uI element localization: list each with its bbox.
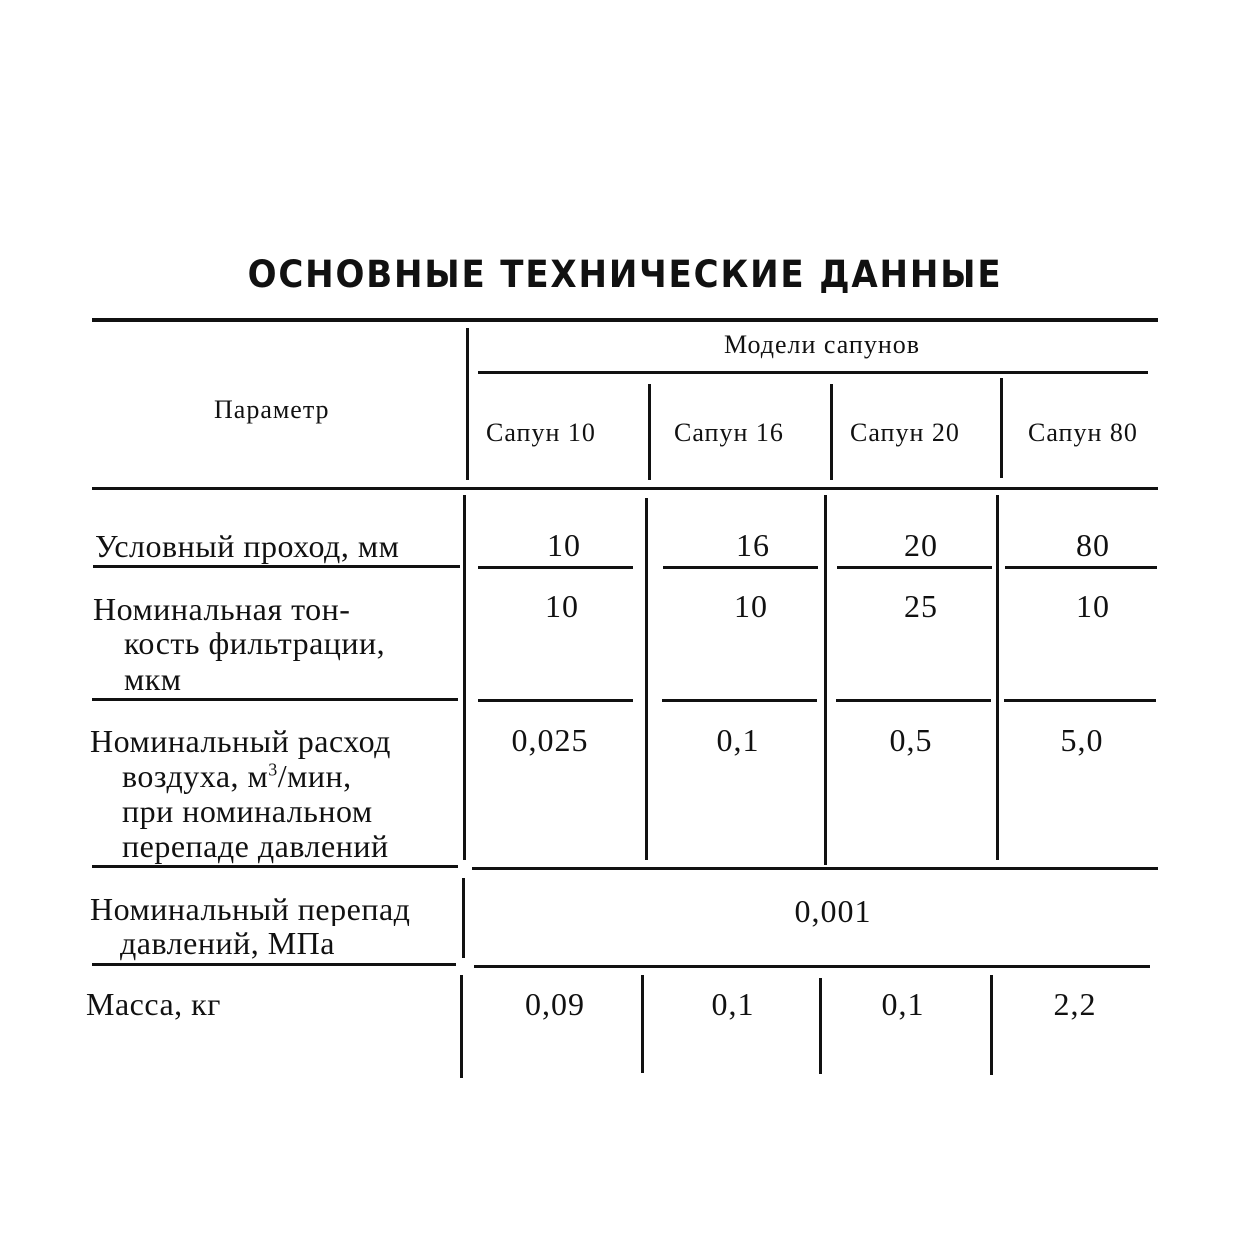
row-rule <box>662 699 817 702</box>
header-divider <box>648 384 651 480</box>
value-cell: 10 <box>1076 588 1110 624</box>
param-cell: при номинальном <box>122 793 373 829</box>
row-rule <box>93 565 460 568</box>
value-cell: 20 <box>904 527 938 563</box>
row-rule <box>92 963 456 966</box>
row-rule <box>478 566 633 569</box>
param-cell: Номинальный перепад <box>90 892 411 926</box>
superscript: 3 <box>268 759 278 780</box>
param-cell: кость фильтрации, <box>124 625 386 661</box>
header-divider <box>1000 378 1003 478</box>
value-cell: 0,1 <box>711 986 755 1022</box>
header-bottom-rule <box>92 487 1158 490</box>
param-text: /мин, <box>277 758 352 794</box>
models-group-header: Модели сапунов <box>724 330 921 359</box>
param-cell <box>122 759 352 793</box>
value-cell: 80 <box>1076 527 1110 563</box>
model-header: Сапун 80 <box>1028 418 1138 447</box>
row-rule <box>92 865 458 868</box>
row-rule <box>474 965 1150 968</box>
value-cell: 0,025 <box>511 722 589 758</box>
header-divider <box>466 328 469 480</box>
param-text: воздуха, м <box>122 758 269 794</box>
value-cell: 0,1 <box>716 722 760 758</box>
body-divider <box>463 495 466 860</box>
value-cell: 10 <box>734 588 768 624</box>
param-header: Параметр <box>214 395 330 424</box>
row-rule <box>663 566 818 569</box>
value-cell: 5,0 <box>1060 722 1104 758</box>
row-rule <box>837 566 992 569</box>
param-cell: Условный проход, мм <box>95 528 400 564</box>
body-divider <box>460 975 463 1078</box>
param-cell: Номинальный расход <box>90 723 391 759</box>
model-header: Сапун 10 <box>486 418 596 447</box>
row-rule <box>836 699 991 702</box>
param-cell: Номинальная тон- <box>93 591 351 627</box>
row-rule <box>1005 566 1157 569</box>
page-title: ОСНОВНЫЕ ТЕХНИЧЕСКИЕ ДАННЫЕ <box>247 253 1003 296</box>
value-cell: 25 <box>904 588 938 624</box>
table-top-rule <box>92 318 1158 322</box>
value-cell: 0,1 <box>881 986 925 1022</box>
row-rule <box>472 867 1158 870</box>
param-cell: давлений, МПа <box>120 925 335 961</box>
row-rule <box>1004 699 1156 702</box>
value-cell: 10 <box>547 527 581 563</box>
value-cell: 0,5 <box>889 722 933 758</box>
model-header: Сапун 16 <box>674 418 784 447</box>
value-cell: 10 <box>545 588 579 624</box>
param-cell: мкм <box>124 661 182 697</box>
row-rule <box>92 698 458 701</box>
row-rule <box>478 699 633 702</box>
value-cell: 16 <box>736 527 770 563</box>
value-cell: 2,2 <box>1053 986 1097 1022</box>
models-group-rule <box>478 371 1148 374</box>
merged-value-cell: 0,001 <box>794 893 872 929</box>
header-divider <box>830 384 833 480</box>
param-cell: перепаде давлений <box>122 828 389 864</box>
value-cell: 0,09 <box>525 986 585 1022</box>
body-divider <box>641 975 644 1073</box>
param-cell: Масса, кг <box>86 986 221 1022</box>
model-header: Сапун 20 <box>850 418 960 447</box>
body-divider <box>462 878 465 958</box>
